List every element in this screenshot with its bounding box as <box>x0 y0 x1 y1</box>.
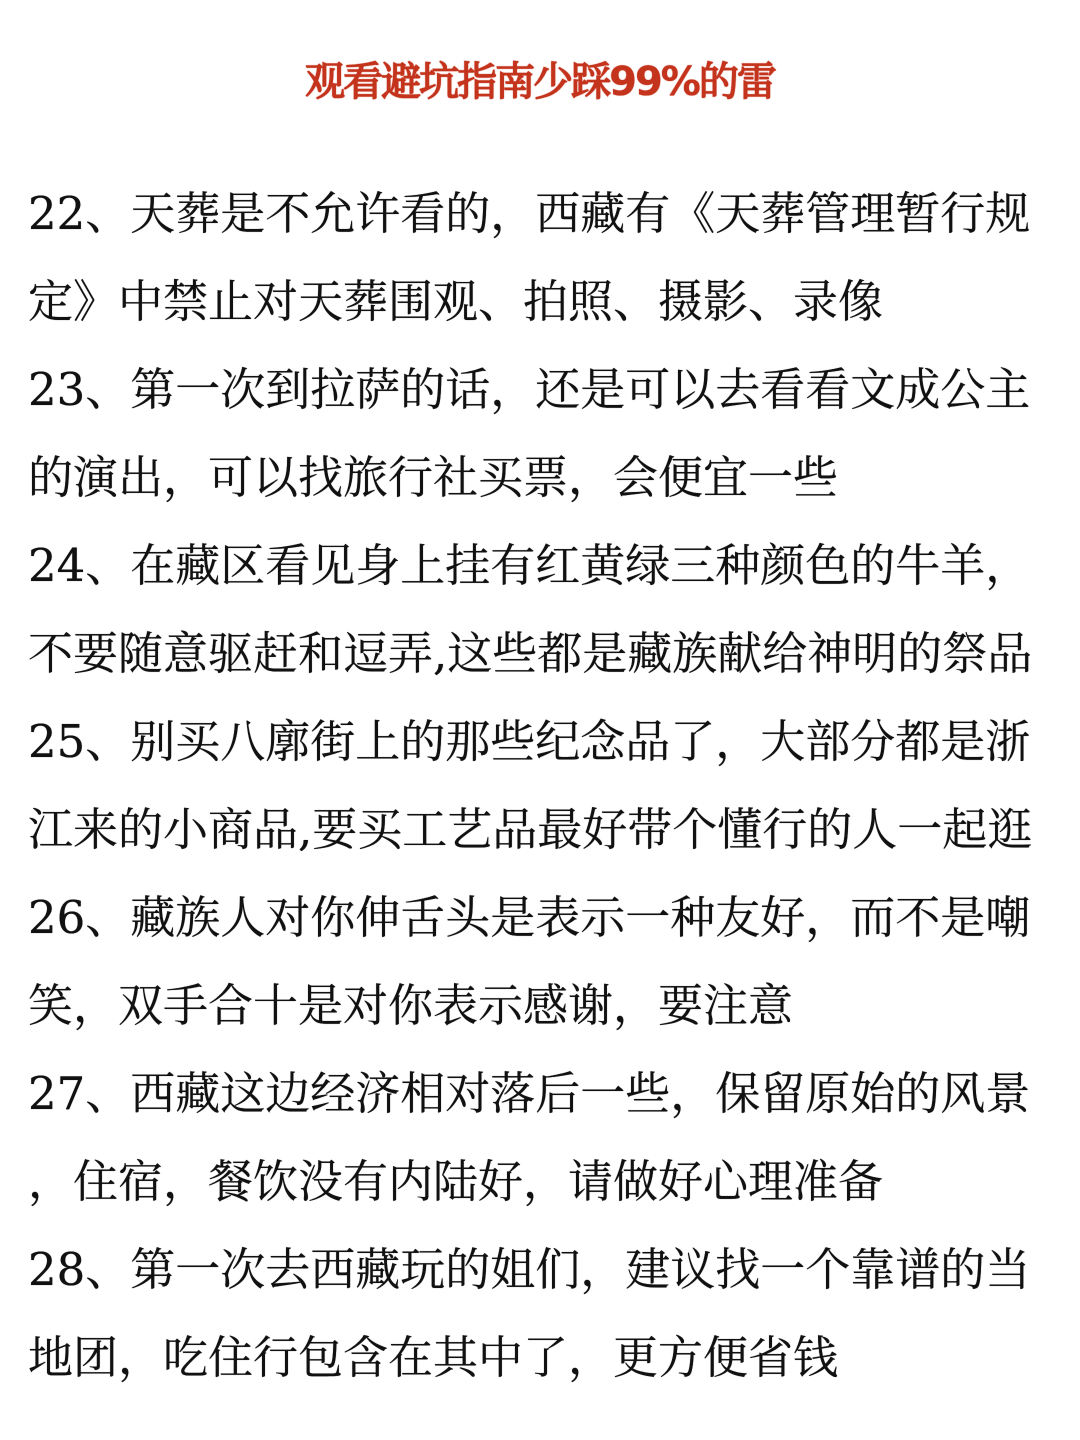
text-line: 26、藏族人对你伸舌头是表示一种友好，而不是嘲 <box>28 891 1031 944</box>
text-line: 23、第一次到拉萨的话，还是可以去看看文成公主 <box>28 363 1031 416</box>
content-body <box>28 170 1058 1402</box>
text-line: 的演出，可以找旅行社买票，会便宜一些 <box>28 451 839 504</box>
text-line: 25、别买八廓街上的那些纪念品了，大部分都是浙 <box>28 715 1031 768</box>
text-line: ，住宿，餐饮没有内陆好，请做好心理准备 <box>28 1155 884 1208</box>
text-line: 28、第一次去西藏玩的姐们，建议找一个靠谱的当 <box>28 1243 1031 1296</box>
text-line: 27、西藏这边经济相对落后一些，保留原始的风景 <box>28 1067 1031 1120</box>
text-line: 江来的小商品,要买工艺品最好带个懂行的人一起逛 <box>28 803 1033 856</box>
text-line: 24、在藏区看见身上挂有红黄绿三种颜色的牛羊， <box>28 539 1031 592</box>
text-line: 地团，吃住行包含在其中了，更方便省钱 <box>28 1331 839 1384</box>
text-line: 笑，双手合十是对你表示感谢，要注意 <box>28 979 794 1032</box>
text-line: 22、天葬是不允许看的，西藏有《天葬管理暂行规 <box>28 187 1031 240</box>
page-title: 观看避坑指南少踩99%的雷 <box>305 59 775 105</box>
text-line: 不要随意驱赶和逗弄,这些都是藏族献给神明的祭品 <box>28 627 1033 680</box>
text-line: 定》中禁止对天葬围观、拍照、摄影、录像 <box>28 275 884 328</box>
